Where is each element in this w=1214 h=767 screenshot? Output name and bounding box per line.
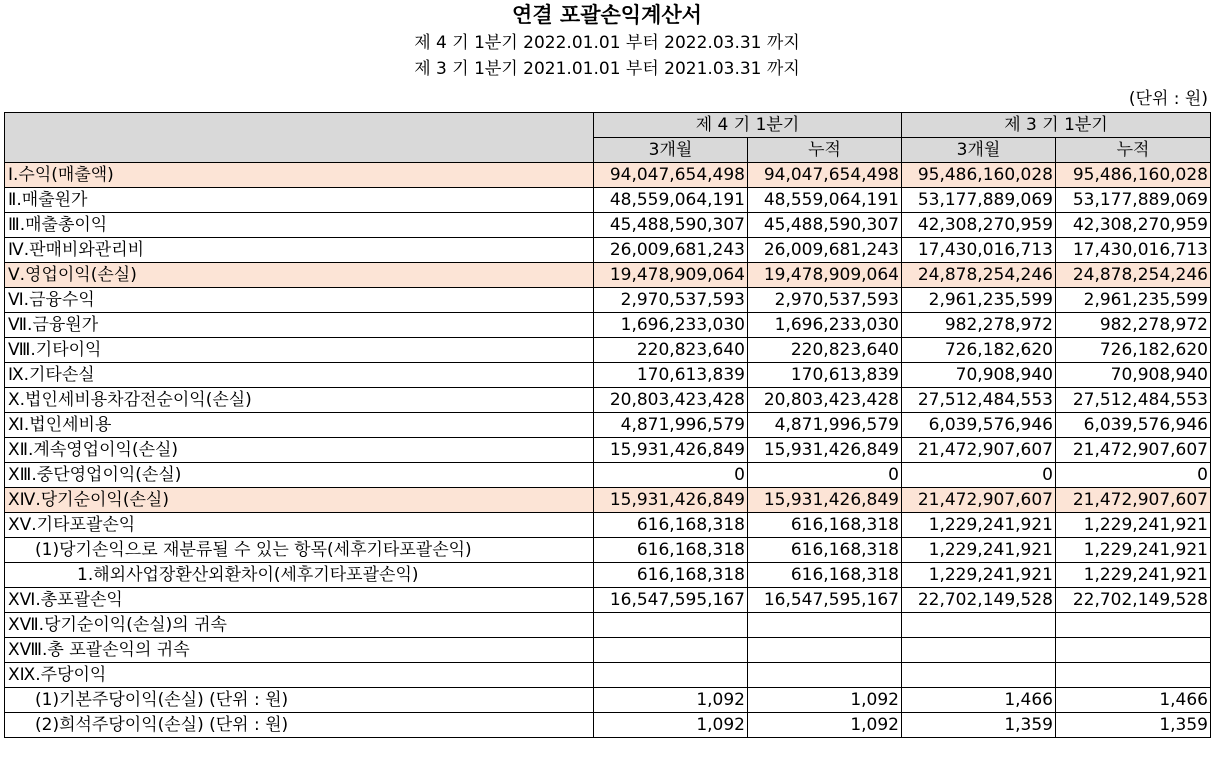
table-row <box>5 213 1211 238</box>
row-value-v3: 1,229,241,921 <box>902 513 1056 538</box>
row-value-v1: 220,823,640 <box>594 338 748 363</box>
row-label: (1)기본주당이익(손실) (단위 : 원) <box>5 688 594 713</box>
row-value-v4: 6,039,576,946 <box>1056 413 1211 438</box>
row-value-v3 <box>902 663 1056 688</box>
table-row <box>5 288 1211 313</box>
row-value-v4: 27,512,484,553 <box>1056 388 1211 413</box>
row-value-v2: 1,092 <box>748 713 902 738</box>
row-value-v3: 42,308,270,959 <box>902 213 1056 238</box>
row-value-v1: 19,478,909,064 <box>594 263 748 288</box>
row-value-v3: 70,908,940 <box>902 363 1056 388</box>
row-value-v4 <box>1056 638 1211 663</box>
row-value-v3: 21,472,907,607 <box>902 438 1056 463</box>
row-value-v4: 1,466 <box>1056 688 1211 713</box>
row-label: (1)당기손익으로 재분류될 수 있는 항목(세후기타포괄손익) <box>5 538 594 563</box>
row-value-v3: 1,229,241,921 <box>902 563 1056 588</box>
row-value-v3: 21,472,907,607 <box>902 488 1056 513</box>
row-value-v2: 0 <box>748 463 902 488</box>
table-row <box>5 613 1211 638</box>
row-value-v3: 6,039,576,946 <box>902 413 1056 438</box>
table-row <box>5 388 1211 413</box>
row-value-v1 <box>594 613 748 638</box>
row-value-v2: 19,478,909,064 <box>748 263 902 288</box>
row-label: (2)희석주당이익(손실) (단위 : 원) <box>5 713 594 738</box>
row-label: 1.해외사업장환산외환차이(세후기타포괄손익) <box>5 563 594 588</box>
row-value-v4: 982,278,972 <box>1056 313 1211 338</box>
row-value-v3: 1,359 <box>902 713 1056 738</box>
row-value-v1: 15,931,426,849 <box>594 488 748 513</box>
row-value-v3: 22,702,149,528 <box>902 588 1056 613</box>
table-row <box>5 638 1211 663</box>
row-value-v3: 53,177,889,069 <box>902 188 1056 213</box>
table-body <box>5 163 1211 738</box>
row-label: Ⅱ.매출원가 <box>5 188 594 213</box>
row-value-v3: 1,466 <box>902 688 1056 713</box>
row-label: Ⅵ.금융수익 <box>5 288 594 313</box>
row-value-v1 <box>594 638 748 663</box>
row-value-v4: 21,472,907,607 <box>1056 438 1211 463</box>
row-value-v1: 45,488,590,307 <box>594 213 748 238</box>
table-row <box>5 413 1211 438</box>
row-value-v3 <box>902 638 1056 663</box>
row-value-v2: 20,803,423,428 <box>748 388 902 413</box>
row-label: Ⅶ.금융원가 <box>5 313 594 338</box>
row-value-v1: 1,092 <box>594 688 748 713</box>
table-row <box>5 463 1211 488</box>
row-value-v2: 220,823,640 <box>748 338 902 363</box>
row-value-v4: 2,961,235,599 <box>1056 288 1211 313</box>
row-value-v3 <box>902 613 1056 638</box>
row-value-v3: 1,229,241,921 <box>902 538 1056 563</box>
table-row <box>5 313 1211 338</box>
row-value-v4: 1,229,241,921 <box>1056 513 1211 538</box>
row-value-v4: 42,308,270,959 <box>1056 213 1211 238</box>
row-label: Ⅰ.수익(매출액) <box>5 163 594 188</box>
row-value-v3: 95,486,160,028 <box>902 163 1056 188</box>
row-value-v2: 45,488,590,307 <box>748 213 902 238</box>
table-row <box>5 563 1211 588</box>
row-label: ⅩⅢ.중단영업이익(손실) <box>5 463 594 488</box>
row-value-v3: 17,430,016,713 <box>902 238 1056 263</box>
header-row-group <box>5 113 1211 138</box>
row-label: ⅩⅣ.당기순이익(손실) <box>5 488 594 513</box>
row-value-v1 <box>594 663 748 688</box>
table-row <box>5 438 1211 463</box>
row-value-v4: 95,486,160,028 <box>1056 163 1211 188</box>
statement-title: 연결 포괄손익계산서 <box>512 3 702 27</box>
table-row <box>5 713 1211 738</box>
row-value-v3: 27,512,484,553 <box>902 388 1056 413</box>
period-prior: 제 3 기 1분기 2021.01.01 부터 2021.03.31 까지 <box>414 59 800 79</box>
income-statement-table <box>4 112 1211 738</box>
header-current-cumulative: 누적 <box>748 138 902 163</box>
row-value-v2: 616,168,318 <box>748 563 902 588</box>
row-label: Ⅳ.판매비와관리비 <box>5 238 594 263</box>
row-value-v2: 26,009,681,243 <box>748 238 902 263</box>
row-label: Ⅴ.영업이익(손실) <box>5 263 594 288</box>
row-value-v1: 4,871,996,579 <box>594 413 748 438</box>
row-label: Ⅺ.법인세비용 <box>5 413 594 438</box>
row-value-v4: 17,430,016,713 <box>1056 238 1211 263</box>
row-value-v3: 0 <box>902 463 1056 488</box>
row-value-v2 <box>748 663 902 688</box>
row-value-v1: 1,696,233,030 <box>594 313 748 338</box>
row-value-v2: 170,613,839 <box>748 363 902 388</box>
table-row <box>5 688 1211 713</box>
row-value-v1: 20,803,423,428 <box>594 388 748 413</box>
row-value-v4: 21,472,907,607 <box>1056 488 1211 513</box>
row-value-v4: 53,177,889,069 <box>1056 188 1211 213</box>
row-value-v1: 616,168,318 <box>594 538 748 563</box>
row-value-v1: 170,613,839 <box>594 363 748 388</box>
table-row <box>5 363 1211 388</box>
row-value-v1: 2,970,537,593 <box>594 288 748 313</box>
table-row <box>5 513 1211 538</box>
row-value-v3: 982,278,972 <box>902 313 1056 338</box>
row-value-v2: 1,092 <box>748 688 902 713</box>
row-label: ⅩⅡ.계속영업이익(손실) <box>5 438 594 463</box>
row-label: ⅩⅤ.기타포괄손익 <box>5 513 594 538</box>
table-row <box>5 538 1211 563</box>
row-label: Ⅲ.매출총이익 <box>5 213 594 238</box>
table-row <box>5 338 1211 363</box>
row-value-v1: 616,168,318 <box>594 563 748 588</box>
table-row <box>5 238 1211 263</box>
row-value-v2: 616,168,318 <box>748 538 902 563</box>
header-prior-3m: 3개월 <box>902 138 1056 163</box>
row-value-v1: 16,547,595,167 <box>594 588 748 613</box>
header-prior-cumulative: 누적 <box>1056 138 1211 163</box>
row-value-v4: 1,229,241,921 <box>1056 563 1211 588</box>
table-row <box>5 663 1211 688</box>
row-value-v1: 1,092 <box>594 713 748 738</box>
row-value-v2: 1,696,233,030 <box>748 313 902 338</box>
row-value-v4 <box>1056 613 1211 638</box>
row-value-v4: 0 <box>1056 463 1211 488</box>
row-value-v1: 15,931,426,849 <box>594 438 748 463</box>
row-value-v2: 94,047,654,498 <box>748 163 902 188</box>
row-value-v2: 4,871,996,579 <box>748 413 902 438</box>
header-blank <box>5 113 594 163</box>
row-value-v2 <box>748 638 902 663</box>
row-label: ⅩⅥ.총포괄손익 <box>5 588 594 613</box>
row-value-v4: 22,702,149,528 <box>1056 588 1211 613</box>
table-row <box>5 163 1211 188</box>
row-value-v2: 48,559,064,191 <box>748 188 902 213</box>
row-value-v2: 616,168,318 <box>748 513 902 538</box>
row-value-v4: 24,878,254,246 <box>1056 263 1211 288</box>
header-group-current: 제 4 기 1분기 <box>594 113 902 138</box>
row-label: ⅩⅨ.주당이익 <box>5 663 594 688</box>
row-label: Ⅹ.법인세비용차감전순이익(손실) <box>5 388 594 413</box>
row-value-v4 <box>1056 663 1211 688</box>
row-label: ⅩⅧ.총 포괄손익의 귀속 <box>5 638 594 663</box>
row-value-v3: 726,182,620 <box>902 338 1056 363</box>
table-row <box>5 588 1211 613</box>
unit-label: (단위 : 원) <box>1128 89 1208 109</box>
row-value-v1: 94,047,654,498 <box>594 163 748 188</box>
row-value-v3: 24,878,254,246 <box>902 263 1056 288</box>
header-group-prior: 제 3 기 1분기 <box>902 113 1211 138</box>
row-value-v4: 726,182,620 <box>1056 338 1211 363</box>
row-label: ⅩⅦ.당기순이익(손실)의 귀속 <box>5 613 594 638</box>
row-value-v1: 616,168,318 <box>594 513 748 538</box>
row-value-v4: 1,229,241,921 <box>1056 538 1211 563</box>
row-value-v2: 2,970,537,593 <box>748 288 902 313</box>
row-value-v4: 70,908,940 <box>1056 363 1211 388</box>
header-current-3m: 3개월 <box>594 138 748 163</box>
row-label: Ⅸ.기타손실 <box>5 363 594 388</box>
table-row <box>5 188 1211 213</box>
row-value-v2: 16,547,595,167 <box>748 588 902 613</box>
period-current: 제 4 기 1분기 2022.01.01 부터 2022.03.31 까지 <box>414 33 800 53</box>
row-value-v2: 15,931,426,849 <box>748 488 902 513</box>
row-value-v1: 26,009,681,243 <box>594 238 748 263</box>
row-value-v2: 15,931,426,849 <box>748 438 902 463</box>
row-value-v1: 48,559,064,191 <box>594 188 748 213</box>
row-value-v2 <box>748 613 902 638</box>
row-value-v4: 1,359 <box>1056 713 1211 738</box>
row-value-v1: 0 <box>594 463 748 488</box>
row-value-v3: 2,961,235,599 <box>902 288 1056 313</box>
table-row <box>5 263 1211 288</box>
table-row <box>5 488 1211 513</box>
row-label: Ⅷ.기타이익 <box>5 338 594 363</box>
